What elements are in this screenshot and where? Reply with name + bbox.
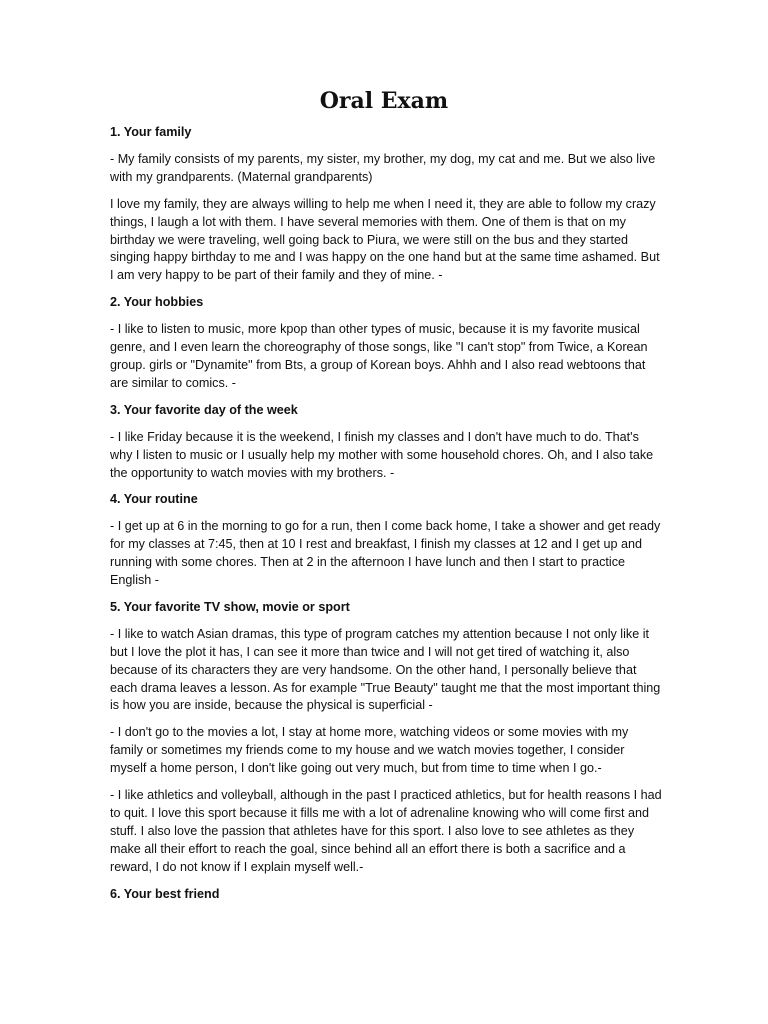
section-heading: 2. Your hobbies — [110, 295, 204, 310]
paragraph: I love my family, they are always willing to help me when I need it, they are able to follow my crazy things, I laugh a lot with them. I have several memories with them. One of them is that on my birthday we were traveling, well going back to Piura, we were still on the bus and they started singing happy birthday to me and I was happy on the one hand but at the same time ashamed. But I am very happy to be part of their family and they of mine. - — [110, 196, 660, 283]
section-favorite-day — [110, 402, 662, 483]
section-tv-movie-sport — [110, 599, 662, 877]
paragraph: - I get up at 6 in the morning to go for a run, then I come back home, I take a shower and get ready for my classes at 7:45, then at 10 I rest and breakfast, I finish my classes at 12 and I get up and running with some chores. Then at 2 in the afternoon I have lunch and then I start to practice English - — [110, 519, 661, 588]
paragraph: - I don't go to the movies a lot, I stay at home more, watching videos or some movies with my family or sometimes my friends come to my house and we watch movies together, I consider myself a home person, I don't like going out very much, but from time to time when I go.- — [110, 725, 629, 776]
paragraph: - I like to watch Asian dramas, this type of program catches my attention because I not only like it but I love the plot it has, I can see it more than twice and I will not get tired of watching it, also because of its characters they are very handsome. On the other hand, I personally believe that each drama leaves a lesson. As for example "True Beauty" taught me that the most important thing is how you are inside, because the physical is superficial - — [110, 626, 661, 713]
paragraph: - I like to listen to music, more kpop than other types of music, because it is my favorite musical genre, and I even learn the choreography of those songs, like "I can't stop" from Twice, a Korean group. girls or "Dynamite" from Bts, a group of Korean boys. Ahhh and I also read webtoons that are similar to comics. - — [110, 322, 648, 390]
document-title: Oral Exam — [319, 88, 449, 114]
section-heading: 6. Your best friend — [110, 886, 220, 901]
section-best-friend — [110, 886, 662, 904]
document-body — [110, 124, 662, 913]
section-heading: 1. Your family — [110, 125, 192, 139]
section-heading: 3. Your favorite day of the week — [110, 402, 298, 417]
section-family — [110, 124, 662, 285]
section-hobbies — [110, 294, 662, 393]
section-heading: 5. Your favorite TV show, movie or sport — [110, 599, 350, 614]
paragraph: - I like Friday because it is the weekend, I finish my classes and I don't have much to do. That's why I listen to music or I usually help my mother with some household chores. Oh, and I also take the opportunity to watch movies with my brothers. - — [110, 429, 654, 480]
section-heading: 4. Your routine — [110, 492, 198, 507]
paragraph: - My family consists of my parents, my sister, my brother, my dog, my cat and me. But we also live with my grandparents. (Maternal grandparents) — [110, 151, 656, 184]
section-routine — [110, 491, 662, 590]
paragraph: - I like athletics and volleyball, although in the past I practiced athletics, but for health reasons I had to quit. I love this sport because it fills me with a lot of adrenaline knowing who will come first and stuff. I also love the passion that athletes have for this sport. I also love to see athletes as they make all their effort to reach the goal, since behind all an effort there is both a sacrifice and a reward, I do not know if I explain myself well.- — [110, 788, 662, 874]
